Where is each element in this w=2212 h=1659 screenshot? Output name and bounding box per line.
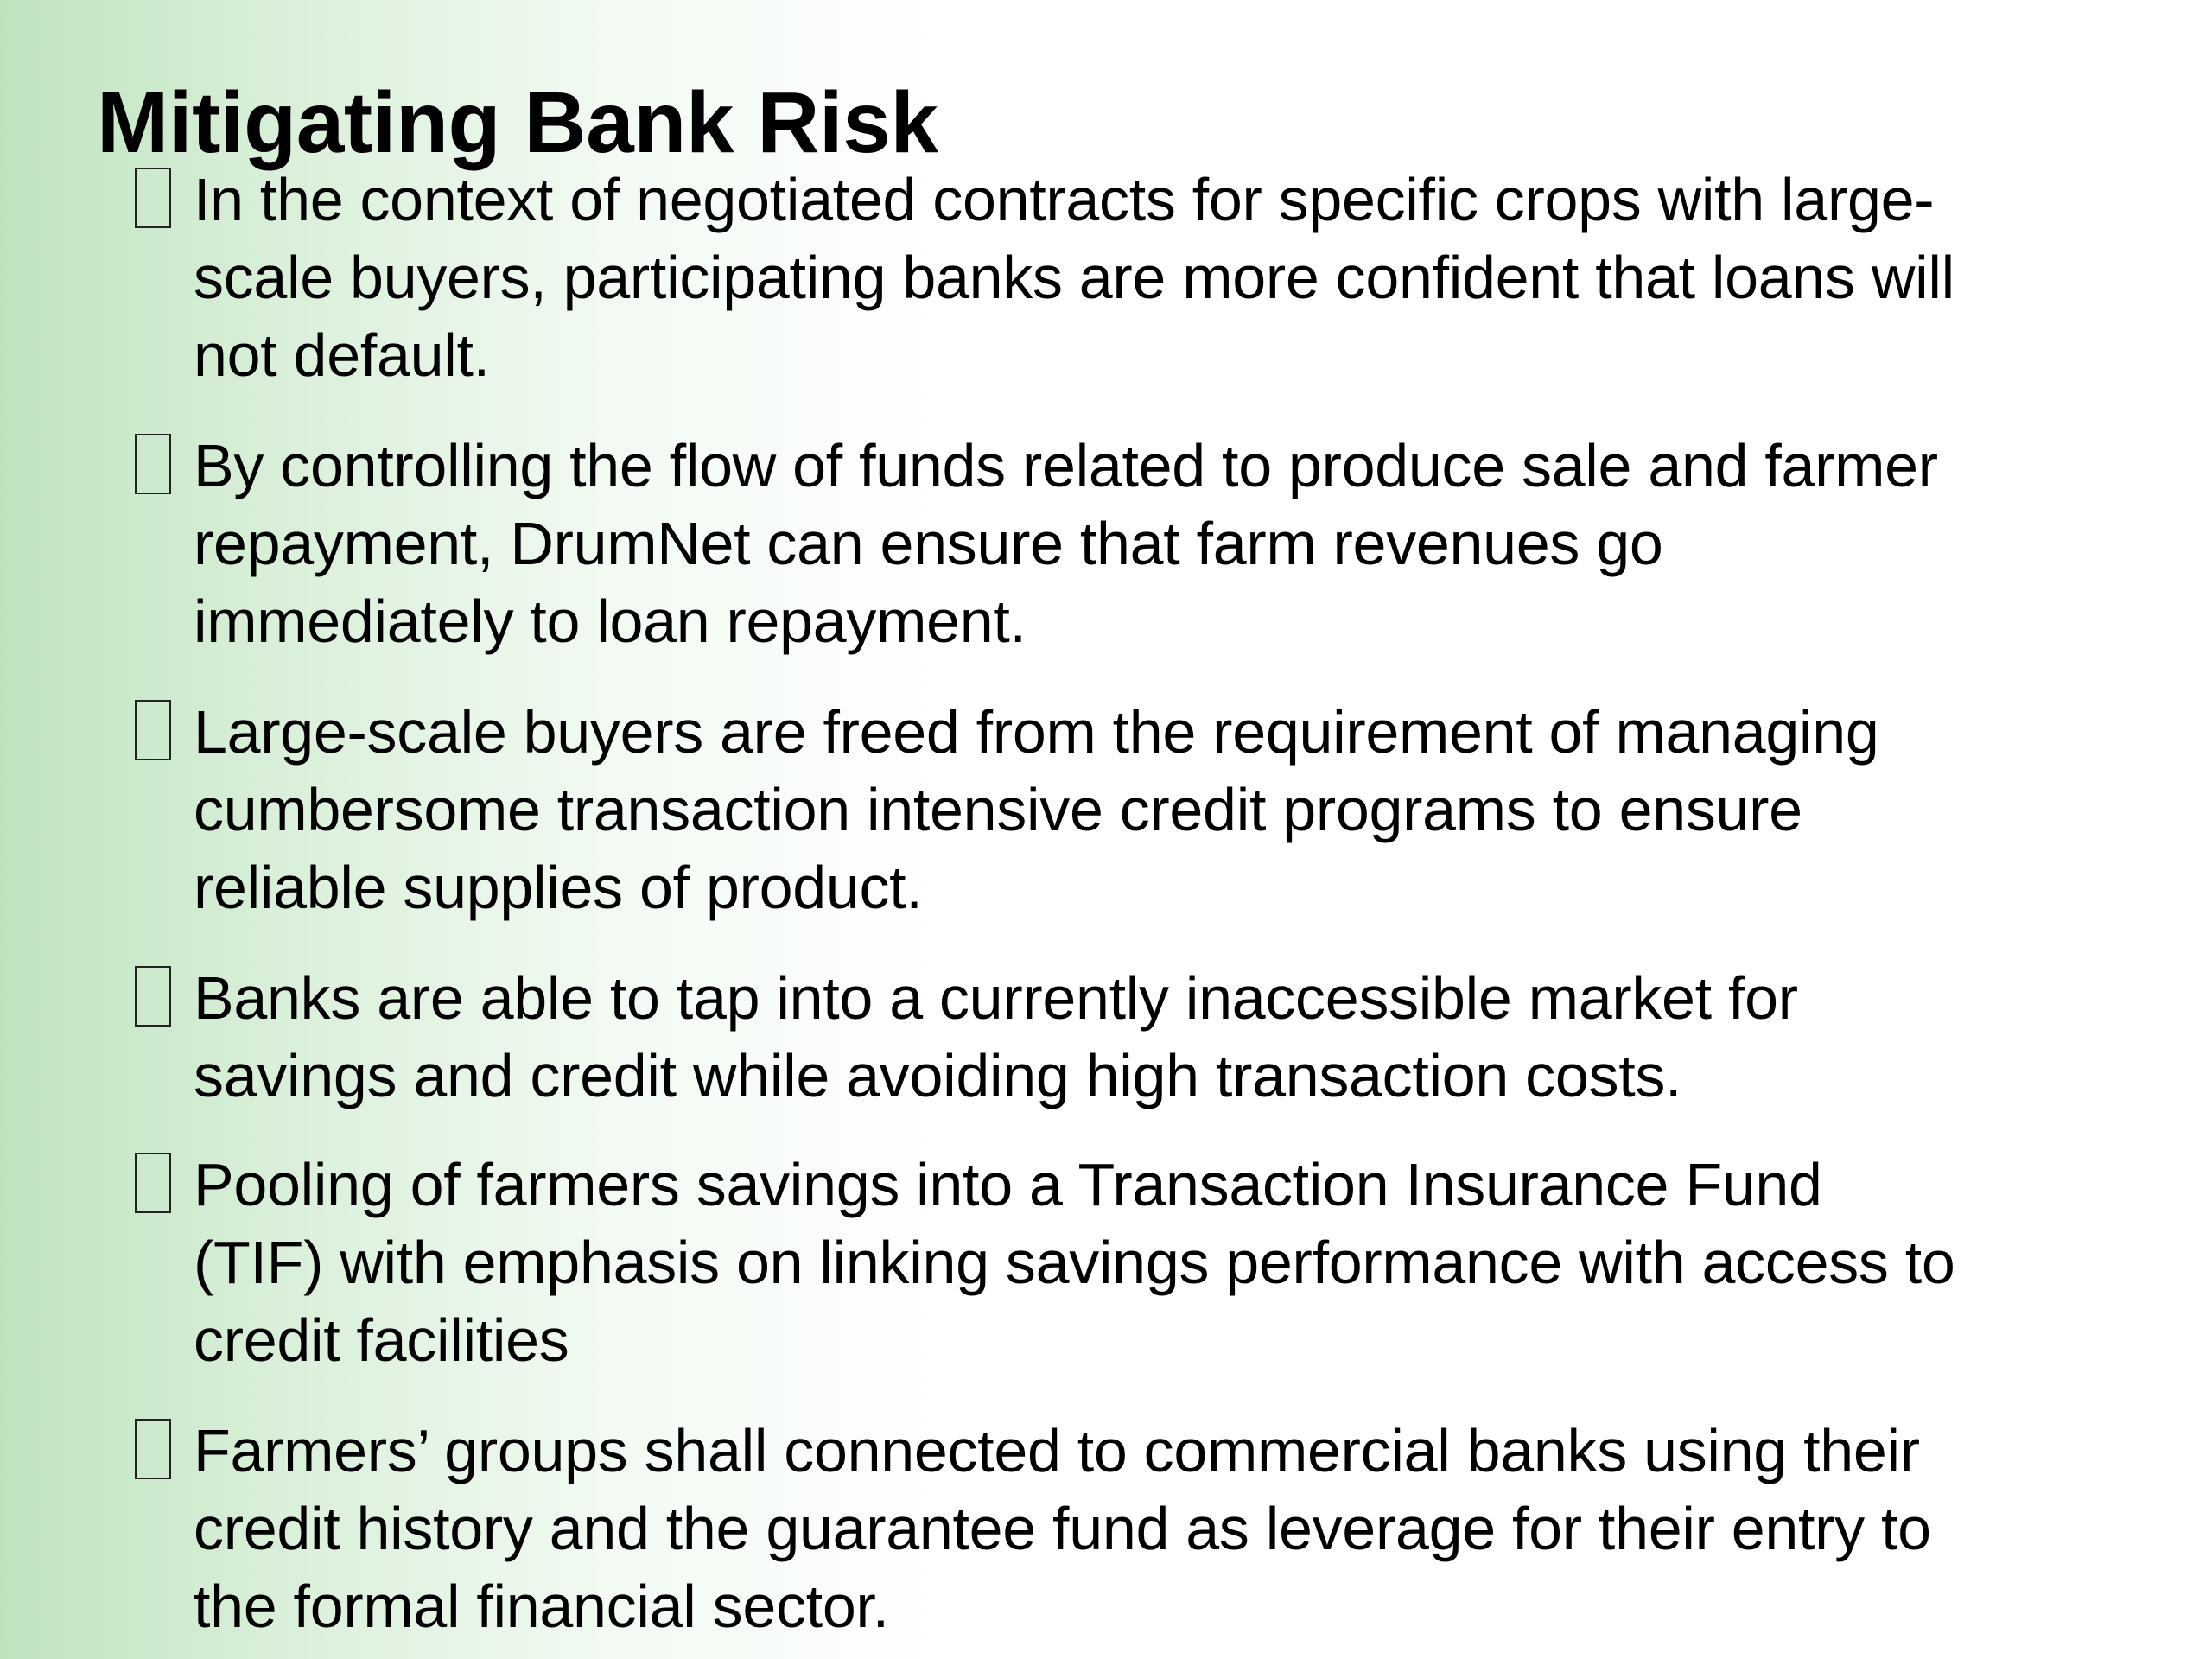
bullet-line: savings and credit while avoiding high transaction costs. <box>194 1042 1682 1109</box>
bullet-line: scale buyers, participating banks are more confident that loans will <box>194 244 1955 311</box>
bullet-line: Large-scale buyers are freed from the requirement of managing <box>194 698 1879 766</box>
empty-square-icon <box>135 700 171 760</box>
empty-square-icon <box>135 966 171 1027</box>
bullet-text <box>194 427 2094 660</box>
empty-square-icon <box>135 1153 171 1213</box>
bullet-text <box>194 693 2094 926</box>
bullet-line: Pooling of farmers savings into a Transaction Insurance Fund <box>194 1151 1822 1218</box>
bullet-line: Banks are able to tap into a currently inaccessible market for <box>194 964 1798 1032</box>
empty-square-icon <box>135 434 171 494</box>
bullet-text <box>194 1146 2094 1379</box>
bullet-line: credit facilities <box>194 1306 569 1374</box>
bullet-line: the formal financial sector. <box>194 1573 889 1640</box>
bullet-line: Farmers’ groups shall connected to commercial banks using their <box>194 1417 1920 1484</box>
bullet-line: reliable supplies of product. <box>194 854 923 921</box>
bullet-text <box>194 161 2094 394</box>
empty-square-icon <box>135 168 171 228</box>
bullet-text <box>194 1412 2094 1645</box>
slide-title: Mitigating Bank Risk <box>97 74 938 171</box>
bullet-line: In the context of negotiated contracts for specific crops with large- <box>194 166 1935 233</box>
bullet-line: immediately to loan repayment. <box>194 588 1027 655</box>
bullet-line: cumbersome transaction intensive credit programs to ensure <box>194 776 1802 843</box>
empty-square-icon <box>135 1419 171 1479</box>
bullet-text <box>194 959 2094 1115</box>
bullet-line: (TIF) with emphasis on linking savings performance with access to <box>194 1229 1955 1296</box>
bullet-line: By controlling the flow of funds related to produce sale and farmer <box>194 432 1938 499</box>
bullet-line: credit history and the guarantee fund as leverage for their entry to <box>194 1495 1931 1562</box>
bullet-line: repayment, DrumNet can ensure that farm revenues go <box>194 510 1663 577</box>
bullet-line: not default. <box>194 321 490 389</box>
